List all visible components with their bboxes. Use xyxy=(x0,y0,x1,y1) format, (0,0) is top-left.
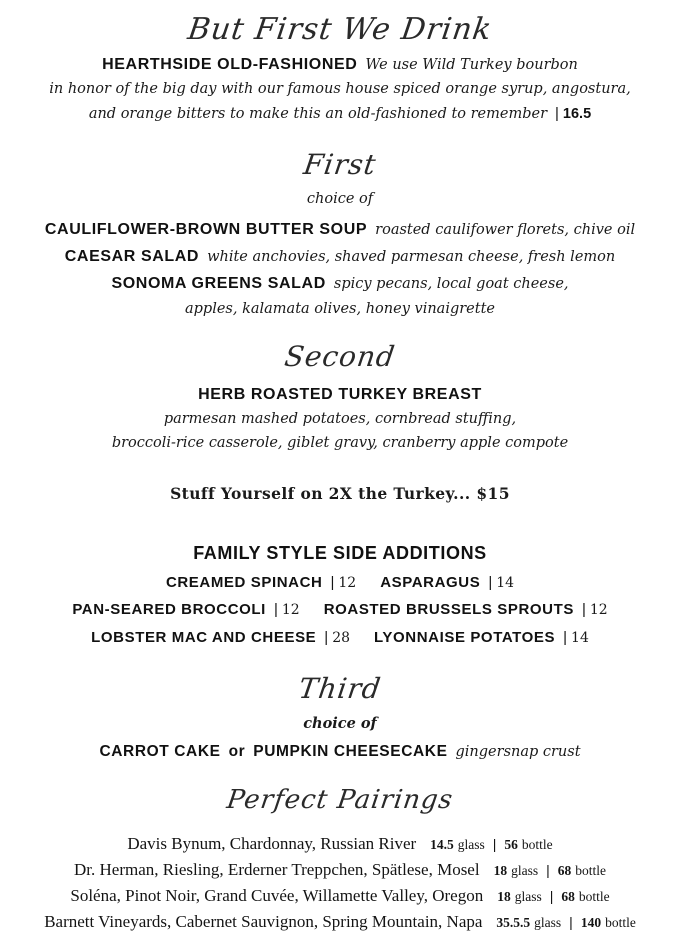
old-fashioned-name: HEARTHSIDE OLD-FASHIONED xyxy=(102,56,358,73)
side-item-price: 14 xyxy=(496,575,515,591)
caesar-name: CAESAR SALAD xyxy=(64,248,200,265)
old-fashioned-price: 16.5 xyxy=(562,106,592,122)
price-separator: | xyxy=(324,629,329,646)
pairings-title: Perfect Pairings xyxy=(224,785,456,815)
drink-section-title: But First We Drink xyxy=(185,12,495,47)
wine-row xyxy=(0,886,680,906)
sides-row-3 xyxy=(0,629,680,647)
side-item-name: ROASTED BRUSSELS SPROUTS xyxy=(323,601,574,618)
side-item-name: ASPARAGUS xyxy=(380,574,481,591)
wine-name: Barnett Vineyards, Cabernet Sauvignon, Spring Mountain, Napa xyxy=(44,912,483,931)
price-separator: | xyxy=(549,888,554,904)
old-fashioned-desc-2: in honor of the big day with our famous house spiced orange syrup, angostura, xyxy=(49,81,631,97)
side-item-price: 14 xyxy=(571,630,589,646)
bottle-label: bottle xyxy=(575,863,606,878)
sides-title: FAMILY STYLE SIDE ADDITIONS xyxy=(193,543,487,563)
wine-glass-price: 18 xyxy=(497,889,511,904)
third-course-subtitle: choice of xyxy=(303,715,377,732)
cheesecake-desc: gingersnap crust xyxy=(455,744,581,760)
price-separator: | xyxy=(546,862,550,878)
price-separator: | xyxy=(330,574,335,591)
turkey-name: HERB ROASTED TURKEY BREAST xyxy=(198,386,482,403)
wine-row xyxy=(0,860,680,880)
wine-row xyxy=(0,834,680,854)
glass-label: glass xyxy=(534,915,562,930)
pumpkin-cheesecake-name: PUMPKIN CHEESECAKE xyxy=(253,743,448,760)
sonoma-desc-2: apples, kalamata olives, honey vinaigrette xyxy=(185,301,495,317)
dessert-item xyxy=(0,743,680,761)
turkey-desc-1: parmesan mashed potatoes, cornbread stuffing, xyxy=(163,411,517,427)
wine-glass-price: 35.5.5 xyxy=(496,915,531,930)
old-fashioned-desc-1: We use Wild Turkey bourbon xyxy=(365,57,578,73)
bottle-label: bottle xyxy=(521,837,553,852)
wine-glass-price: 14.5 xyxy=(430,837,454,852)
side-item-name: CREAMED SPINACH xyxy=(165,574,323,591)
sonoma-name: SONOMA GREENS SALAD xyxy=(111,275,326,292)
side-item-price: 28 xyxy=(332,630,351,646)
price-separator: | xyxy=(273,601,278,618)
price-separator: | xyxy=(581,601,586,618)
menu-item-soup xyxy=(0,221,680,239)
bottle-label: bottle xyxy=(605,915,636,930)
side-item-price: 12 xyxy=(589,602,608,618)
side-item-price: 12 xyxy=(338,575,357,591)
wine-name: Soléna, Pinot Noir, Grand Cuvée, Willamette Valley, Oregon xyxy=(70,886,484,905)
turkey-desc-2: broccoli-rice casserole, giblet gravy, cranberry apple compote xyxy=(111,435,569,451)
sides-row-2 xyxy=(0,601,680,619)
carrot-cake-name: CARROT CAKE xyxy=(99,743,221,760)
wine-glass-price: 18 xyxy=(493,863,508,878)
sides-row-1 xyxy=(0,574,680,592)
caesar-desc: white anchovies, shaved parmesan cheese, fresh lemon xyxy=(207,249,616,265)
first-course-title: First xyxy=(301,148,379,181)
wine-name: Dr. Herman, Riesling, Erderner Treppchen, Spätlese, Mosel xyxy=(74,860,480,879)
glass-label: glass xyxy=(457,837,485,852)
side-item-name: LYONNAISE POTATOES xyxy=(374,629,556,646)
third-course-title: Third xyxy=(296,672,384,705)
menu-item-sonoma xyxy=(0,275,680,293)
wine-bottle-price: 140 xyxy=(580,915,602,930)
glass-label: glass xyxy=(514,889,542,904)
wine-bottle-price: 68 xyxy=(561,889,575,904)
bottle-label: bottle xyxy=(578,889,610,904)
wine-name: Davis Bynum, Chardonnay, Russian River xyxy=(127,834,417,853)
old-fashioned-desc-3-line xyxy=(0,105,680,123)
second-course-title: Second xyxy=(282,340,398,373)
wine-row xyxy=(0,912,680,932)
sonoma-desc: spicy pecans, local goat cheese, xyxy=(333,276,569,292)
first-course-subtitle: choice of xyxy=(306,191,374,207)
menu-item-caesar xyxy=(0,248,680,266)
turkey-upsell: Stuff Yourself on 2X the Turkey... $15 xyxy=(170,484,510,503)
old-fashioned-item xyxy=(0,56,680,74)
wine-bottle-price: 56 xyxy=(504,837,518,852)
price-separator: | xyxy=(492,836,497,852)
side-item-name: PAN-SEARED BROCCOLI xyxy=(72,601,266,618)
side-item-price: 12 xyxy=(281,602,300,618)
glass-label: glass xyxy=(511,863,539,878)
price-separator: | xyxy=(569,914,573,930)
wine-bottle-price: 68 xyxy=(557,863,572,878)
price-separator: | xyxy=(488,574,493,591)
price-separator: | xyxy=(555,105,559,122)
soup-desc: roasted caulifower florets, chive oil xyxy=(375,222,636,238)
dessert-connector: or xyxy=(228,743,246,760)
side-item-name: LOBSTER MAC AND CHEESE xyxy=(91,629,317,646)
soup-name: CAULIFLOWER-BROWN BUTTER SOUP xyxy=(44,221,368,238)
price-separator: | xyxy=(563,629,568,646)
old-fashioned-desc-3: and orange bitters to make this an old-fashioned to remember xyxy=(88,106,548,122)
